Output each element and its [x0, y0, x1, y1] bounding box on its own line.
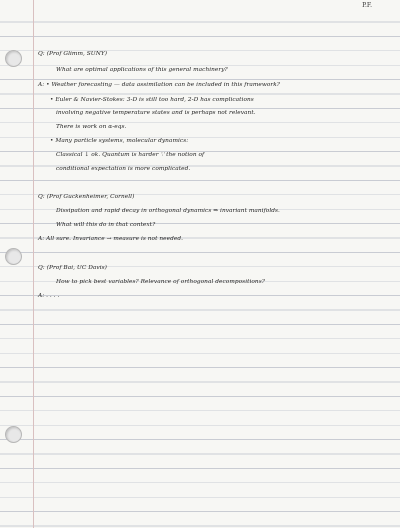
binder-hole-top: [5, 50, 22, 67]
question-3-header: Q: (Prof Bai, UC Davis): [38, 265, 107, 271]
answer-1-particles: • Many particle systems, molecular dynamics:: [50, 138, 189, 144]
question-2-text-cont: What will this do in that context?: [56, 222, 156, 228]
question-2-header: Q: (Prof Guckenheimer, Cornell): [38, 194, 135, 200]
answer-1-weather: A: • Weather forecasting — data assimilation can be included in this framework?: [38, 82, 280, 88]
question-3-text: How to pick best variables? Relevance of orthogonal decompositions?: [56, 279, 265, 285]
answer-2: A: All sure. Invariance → measure is not needed.: [38, 236, 183, 242]
answer-3: A: . . . .: [38, 293, 60, 299]
question-1-text: What are optimal applications of this general machinery?: [56, 67, 228, 73]
answer-1-alpha-eqs: There is work on α-eqs.: [56, 124, 127, 130]
question-2-text: Dissipation and rapid decay in orthogonal dynamics ⇒ invariant manifolds.: [56, 208, 280, 214]
binder-hole-middle: [5, 248, 22, 265]
answer-1-quantum: Classical ↓ ok. Quantum is harder ∵ the notion of: [56, 152, 205, 158]
answer-1-conditional: conditional expectation is more complicated.: [56, 166, 191, 172]
margin-line: [33, 0, 34, 528]
answer-1-euler: • Euler & Navier-Stokes: 3-D is still too hard, 2-D has complications: [50, 97, 254, 103]
binder-hole-bottom: [5, 426, 22, 443]
author-initials: P.F.: [362, 2, 372, 9]
question-1-header: Q: (Prof Glimm, SUNY): [38, 51, 108, 57]
answer-1-euler-cont: involving negative temperature states and is perhaps not relevant.: [56, 110, 256, 116]
